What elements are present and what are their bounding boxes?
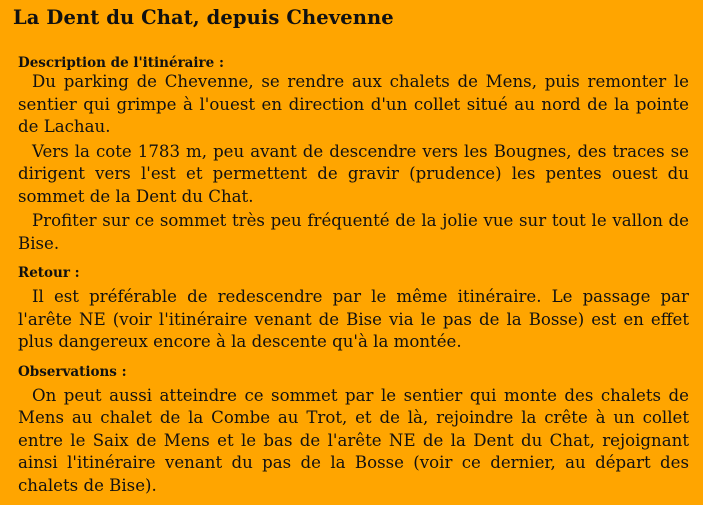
retour-heading: Retour : [18,265,80,281]
observations-section [18,364,689,498]
page-title: La Dent du Chat, depuis Chevenne [13,6,394,29]
description-paragraph-1: Du parking de Chevenne, se rendre aux chalets de Mens, puis remonter le sentier qui grimpe à l'ouest en direction d'un collet situé au nord de la pointe de Lachau. [18,72,689,136]
description-paragraph-3: Profiter sur ce sommet très peu fréquenté de la jolie vue sur tout le vallon de Bise. [18,211,689,253]
retour-paragraph: Il est préférable de redescendre par le même itinéraire. Le passage par l'arête NE (voir l'itinéraire venant de Bise via le pas de la Bosse) est en effet plus dangereux encore à la descente qu'à la montée. [18,287,689,351]
description-section [18,55,689,255]
observations-heading: Observations : [18,363,127,380]
description-heading: Description de l'itinéraire : [18,55,224,71]
description-paragraph-2: Vers la cote 1783 m, peu avant de descendre vers les Bougnes, des traces se dirigent vers l'est et permettent de gravir (prudence) les pentes ouest du sommet de la Dent du Chat. [18,141,689,206]
retour-section [18,265,689,354]
observations-paragraph: On peut aussi atteindre ce sommet par le sentier qui monte des chalets de Mens au chalet de la Combe au Trot, et de là, rejoindre la crête à un collet entre le Saix de Mens et le bas de l'arête NE de la Dent du Chat, rejoignant ainsi l'itinéraire venant du pas de la Bosse (voir ce dernier, au départ des chalets de Bise). [18,385,689,495]
